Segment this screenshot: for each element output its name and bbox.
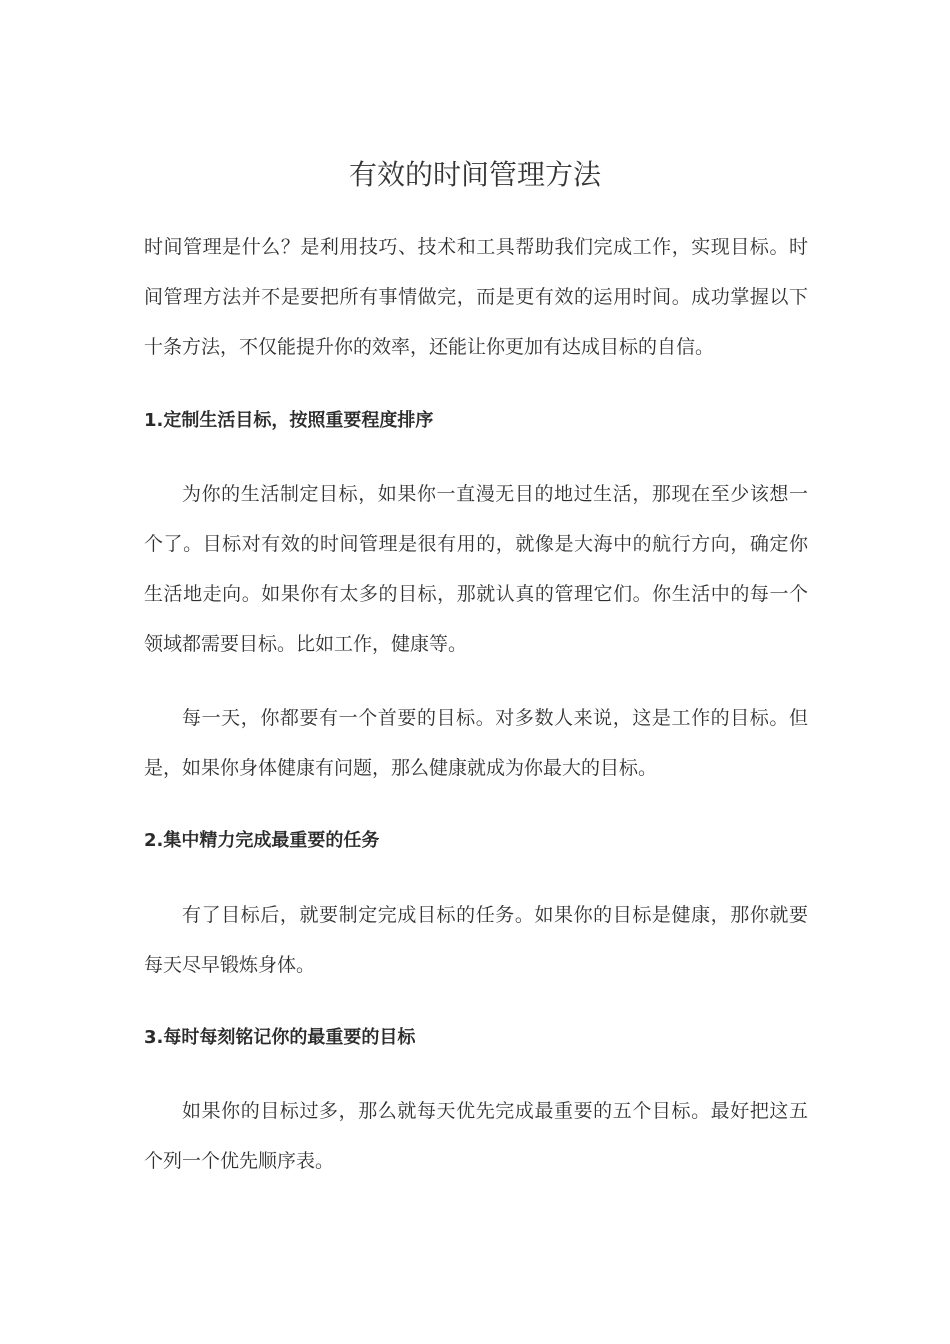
section-2-heading: 2.集中精力完成最重要的任务 [144, 830, 380, 851]
document-title: 有效的时间管理方法 [348, 158, 601, 191]
section-2-paragraph-1: 有了目标后，就要制定完成目标的任务。如果你的目标是健康，那你就要每天尽早锻炼身体。 [144, 904, 808, 976]
section-1-paragraph-1: 为你的生活制定目标，如果你一直漫无目的地过生活，那现在至少该想一个了。目标对有效的时间管理是很有用的，就像是大海中的航行方向，确定你生活地走向。如果你有太多的目标，那就认真的管理它们。你生活中的每一个领域都需要目标。比如工作，健康等。 [144, 483, 808, 655]
intro-paragraph: 时间管理是什么？是利用技巧、技术和工具帮助我们完成工作，实现目标。时间管理方法并不是要把所有事情做完，而是更有效的运用时间。成功掌握以下十条方法，不仅能提升你的效率，还能让你更加有达成目标的自信。 [144, 236, 808, 358]
section-3-paragraph-1: 如果你的目标过多，那么就每天优先完成最重要的五个目标。最好把这五个列一个优先顺序表。 [144, 1100, 808, 1172]
section-3-heading: 3.每时每刻铭记你的最重要的目标 [144, 1027, 416, 1048]
section-1-paragraph-2: 每一天，你都要有一个首要的目标。对多数人来说，这是工作的目标。但是，如果你身体健康有问题，那么健康就成为你最大的目标。 [144, 707, 808, 779]
section-1-heading: 1.定制生活目标，按照重要程度排序 [144, 410, 434, 431]
